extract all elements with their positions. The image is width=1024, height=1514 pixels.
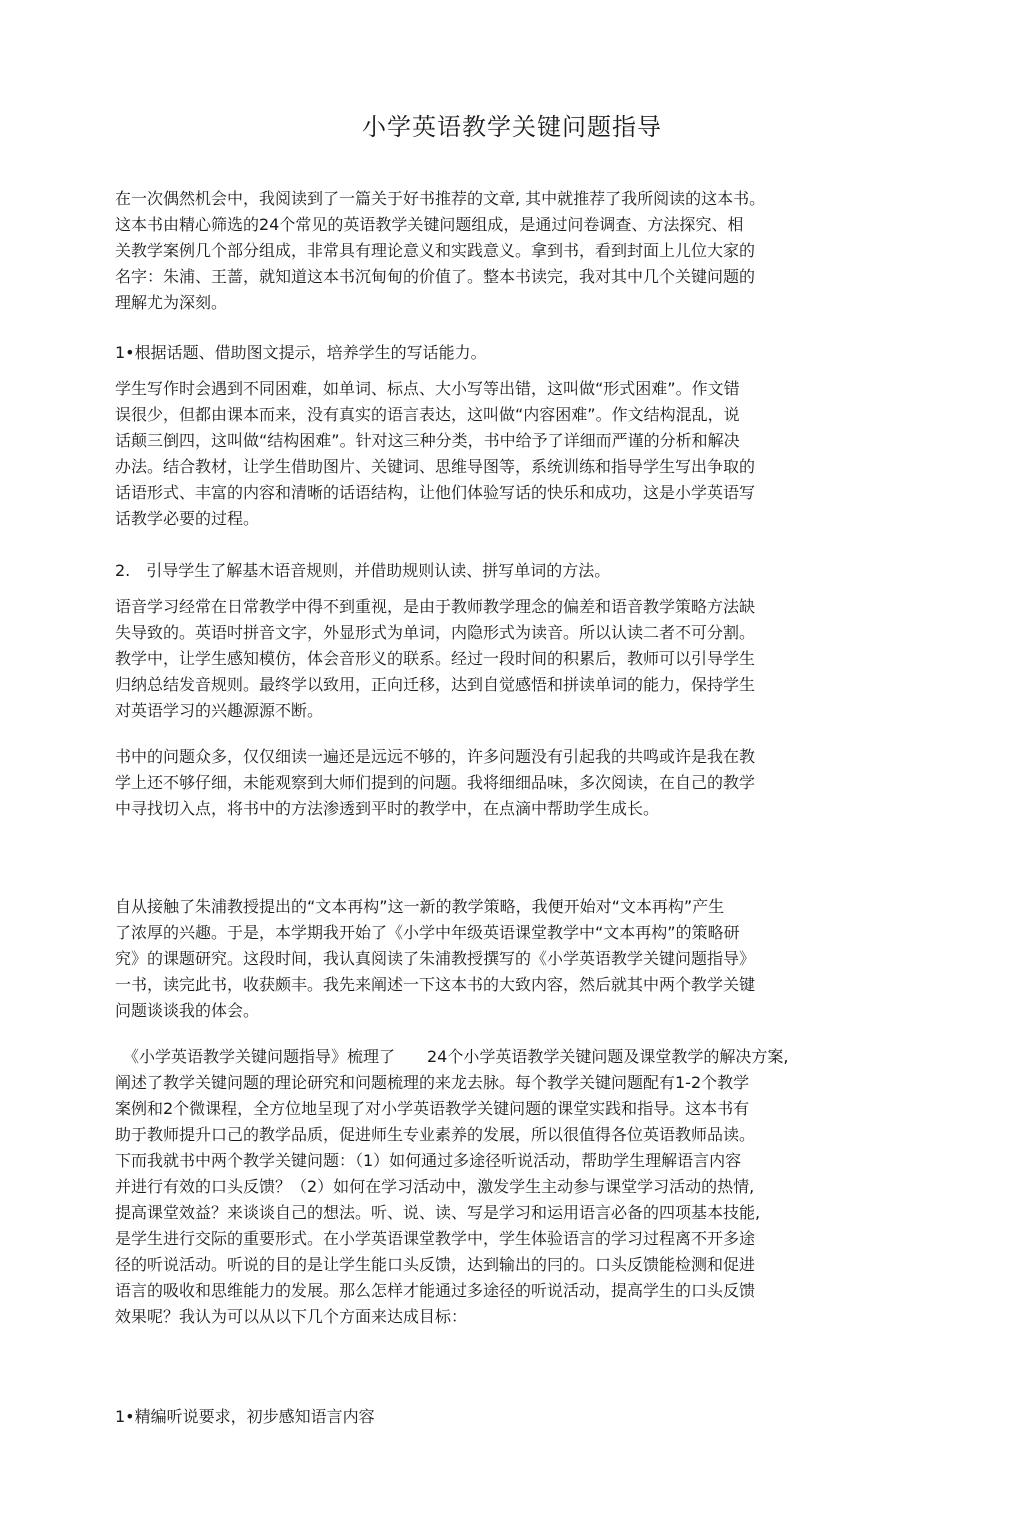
document-title: 小学英语教学关键问题指导	[362, 113, 662, 141]
text-line: 助于教师提升口己的教学品质，促进师生专业素养的发展，所以很值得各位英语教师品读。	[115, 1125, 756, 1144]
text-line: 语音学习经常在日常教学中得不到重视，是由于教师教学理念的偏差和语音教学策略方法缺	[115, 597, 756, 616]
section-heading-1	[115, 340, 885, 366]
text-line: 并进行有效的口头反馈？（2）如何在学习活动中，激发学生主动参与课堂学习活动的热情,	[115, 1177, 755, 1196]
paragraph-intro	[115, 186, 885, 316]
paragraph-writing	[115, 376, 885, 532]
text-line: 中寻找切入点，将书中的方法渗透到平时的教学中，在点滴中帮助学生成长。	[115, 799, 660, 818]
paragraph-reflection	[115, 744, 885, 822]
text-line: 阐述了教学关键问题的理论研究和问题梳理的来龙去脉。每个教学关键问题配有1-2个教学	[115, 1073, 750, 1092]
text-line: 《小学英语教学关键问题指导》梳理了 24个小学英语教学关键问题及课堂教学的解决方案,	[115, 1047, 789, 1066]
text-line: 下而我就书中两个教学关键问题：（1）如何通过多途径听说活动，帮助学生理解语言内容	[115, 1151, 742, 1170]
text-line: 书中的问题众多，仅仅细读一遍还是远远不够的，许多问题没有引起我的共鸣或许是我在教	[115, 747, 756, 766]
text-line: 究》的课题研究。这段时间，我认真阅读了朱浦教授撰写的《小学英语教学关键问题指导》	[115, 949, 756, 968]
text-line: 话语形式、丰富的内容和清晰的话语结构，让他们体验写话的快乐和成功，这是小学英语写	[115, 483, 756, 502]
text-line: 了浓厚的兴趣。于是，本学期我开始了《小学中年级英语课堂教学中“文本再构”的策略研	[115, 923, 740, 942]
text-line: 在一次偶然机会中，我阅读到了一篇关于好书推荐的文章, 其中就推荐了我所阅读的这本书。	[115, 189, 766, 208]
paragraph-book-summary	[115, 1044, 885, 1330]
text-line: 自从接触了朱浦教授提出的“文本再构”这一新的教学策略，我便开始对“文本再构”产生	[115, 897, 725, 916]
text-line: 关教学案例几个部分组成，非常具有理论意义和实践意义。拿到书，看到封面上儿位大家的	[115, 241, 756, 260]
text-line: 失导致的。英语吋拼音文字，外显形式为单词，内隐形式为读音。所以认读二者不可分割。	[115, 623, 756, 642]
text-line: 提高课堂效益？来谈谈自己的想法。听、说、读、写是学习和运用语言必备的四项基本技能,	[115, 1203, 761, 1222]
text-line: 话颠三倒四，这叫做“结构困难”。针对这三种分类，书中给予了详细而严谨的分析和解决	[115, 431, 740, 450]
paragraph-text-reconstruction	[115, 894, 885, 1024]
text-line: 语言的吸收和思维能力的发展。那么怎样才能通过多途径的听说活动，提高学生的口头反馈	[115, 1281, 756, 1300]
heading-text: 2. 引导学生了解基木语音规则，并借助规则认读、拼写单词的方法。	[115, 561, 611, 580]
text-line: 这本书由精心筛选的24个常见的英语教学关键问题组成，是通过问卷调查、方法探究、相	[115, 215, 744, 234]
text-line: 径的听说活动。听说的目的是让学生能口头反馈，达到输出的冃的。口头反馈能检测和促进	[115, 1255, 756, 1274]
text-line: 学上还不够仔细，未能观察到大师们提到的问题。我将细细品味，多次阅读，在自己的教学	[115, 773, 756, 792]
text-line: 案例和2个微课程，全方位地呈现了对小学英语教学关键问题的课堂实践和指导。这本书有	[115, 1099, 750, 1118]
section-heading-3	[115, 1404, 885, 1430]
text-line: 名字：朱浦、王蔷，就知道这本书沉甸甸的价值了。整本书读完，我对其中几个关键问题的	[115, 267, 756, 286]
heading-text: 1•精编听说要求，初步感知语言内容	[115, 1407, 375, 1426]
text-line: 话教学必要的过程。	[115, 509, 260, 528]
text-line: 是学生进行交际的重要形式。在小学英语课堂教学中，学生体验语言的学习过程离不开多途	[115, 1229, 756, 1248]
section-heading-2	[115, 558, 885, 584]
text-line: 效果呢？我认为可以从以下几个方面来达成目标：	[115, 1307, 468, 1326]
text-line: 教学中，让学生感知模仿，体会音形义的联系。经过一段时间的积累后，教师可以引导学生	[115, 649, 756, 668]
text-line: 问题谈谈我的体会。	[115, 1001, 260, 1020]
text-line: 办法。结合教材，让学生借助图片、关键词、思维导图等，系统训练和指导学生写出争取的	[115, 457, 756, 476]
text-line: 学生写作时会遇到不同困难，如单词、标点、大小写等出错，这叫做“形式困难”。作文错	[115, 379, 740, 398]
text-line: 对英语学习的兴趣源源不断。	[115, 701, 324, 720]
text-line: 理解尤为深刻。	[115, 293, 228, 312]
paragraph-phonics	[115, 594, 885, 724]
text-line: 误很少，但都由课本而来，没有真实的语言表达，这叫做“内容困难”。作文结构混乱，说	[115, 405, 740, 424]
heading-text: 1•根据话题、借助图文提示，培养学生的写话能力。	[115, 343, 487, 362]
text-line: 归纳总结发音规则。最终学以致用，正向迁移，达到自觉感悟和拼读单词的能力，保持学生	[115, 675, 756, 694]
text-line: 一书，读完此书，收获颇丰。我先来阐述一下这本书的大致内容，然后就其中两个教学关键	[115, 975, 756, 994]
